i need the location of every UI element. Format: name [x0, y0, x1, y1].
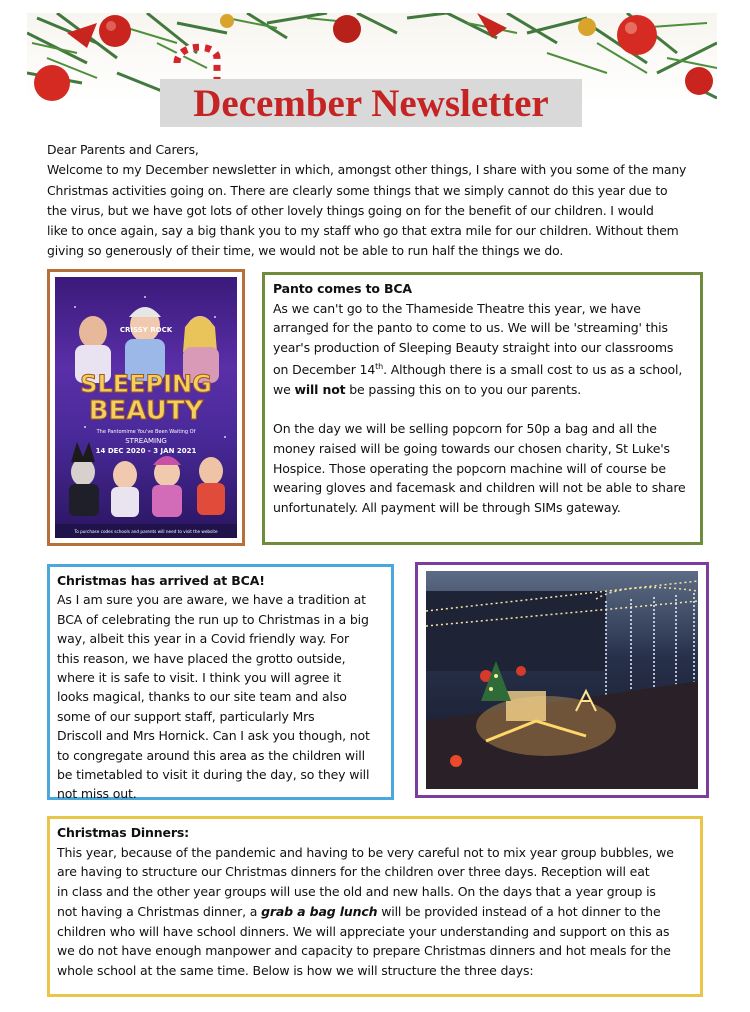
panto-line: Hospice. Those operating the popcorn machine will of course be [273, 460, 666, 476]
grotto-lights-image [426, 571, 698, 789]
poster-tagline: The Pantomime You've Been Waiting Of [96, 429, 196, 435]
panto-line: unfortunately. All payment will be through SIMs gateway. [273, 499, 621, 515]
paragraph-gap [273, 400, 692, 420]
christmas-line: looks magical, thanks to our site team and also [57, 689, 347, 705]
christmas-line: this reason, we have placed the grotto outside, [57, 650, 346, 666]
panto-poster-frame [47, 269, 245, 546]
poster-artwork [55, 277, 237, 538]
poster-streaming: STREAMING [125, 437, 167, 445]
dinners-line: children who will have school dinners. We will appreciate your understanding and support on this as [57, 923, 670, 939]
intro-line: giving so generously of their time, we would not be able to run half the things we do. [47, 243, 564, 259]
poster-title-line1: SLEEPING [80, 370, 212, 398]
intro-line: like to once again, say a big thank you to my staff who go that extra mile for our children. Without them [47, 223, 679, 239]
panto-line: As we can't go to the Thameside Theatre this year, we have [273, 300, 641, 316]
dinners-section [47, 816, 703, 997]
grotto-photo-frame [415, 562, 709, 798]
panto-line: On the day we will be selling popcorn for 50p a bag and all the [273, 421, 657, 437]
dinners-line: we do not have enough manpower and capacity to prepare Christmas dinners and hot meals for the [57, 943, 671, 959]
christmas-line: not miss out. [57, 786, 137, 802]
panto-line: on December 14th. Although there is a small cost to us as a school, [273, 362, 683, 378]
intro-line: the virus, but we have got lots of other lovely things going on for the benefit of our children. I would [47, 202, 654, 218]
dinners-line: are having to structure our Christmas dinners for the children over three days. Reception will eat [57, 864, 650, 880]
christmas-line: to congregate around this area as the children will [57, 747, 365, 763]
dinners-line: in class and the other year groups will use the old and new halls. On the days that a year group is [57, 884, 656, 900]
dinners-line: This year, because of the pandemic and having to be very careful not to mix year group bubbles, we [57, 844, 674, 860]
christmas-line: where it is safe to visit. I think you will agree it [57, 670, 342, 686]
poster-title-line2: BEAUTY [88, 396, 204, 426]
intro-letter [47, 140, 719, 262]
poster-dates: 14 DEC 2020 - 3 JAN 2021 [95, 447, 197, 455]
christmas-heading: Christmas has arrived at BCA! [57, 573, 265, 588]
intro-line: Welcome to my December newsletter in which, amongst other things, I share with you some of the many [47, 162, 687, 178]
panto-line: wearing gloves and facemask and children will not be able to share [273, 480, 686, 496]
panto-line: arranged for the panto to come to us. We will be 'streaming' this [273, 320, 668, 336]
christmas-section [47, 564, 394, 800]
panto-heading: Panto comes to BCA [273, 281, 412, 296]
panto-line: we will not be passing this on to you our parents. [273, 382, 582, 398]
dinners-heading: Christmas Dinners: [57, 825, 190, 840]
poster-footer: To purchase codes schools and parents will need to visit the website [74, 529, 218, 534]
christmas-line: As I am sure you are aware, we have a tradition at [57, 592, 366, 608]
intro-line: Christmas activities going on. There are clearly some things that we simply cannot do this year due to [47, 182, 668, 198]
poster-star-name: CRISSY ROCK [119, 326, 173, 334]
panto-section [262, 272, 703, 545]
christmas-line: way, albeit this year in a Covid friendly way. For [57, 631, 350, 647]
dinners-line: not having a Christmas dinner, a grab a bag lunch will be provided instead of a hot dinner to the [57, 903, 661, 919]
dinners-line: whole school at the same time. Below is how we will structure the three days: [57, 962, 534, 978]
christmas-line: BCA of celebrating the run up to Christmas in a big [57, 611, 369, 627]
sleeping-beauty-poster [55, 277, 237, 538]
title-banner [160, 79, 582, 127]
greeting: Dear Parents and Carers, [47, 142, 199, 157]
panto-line: money raised will be going towards our chosen charity, St Luke's [273, 440, 670, 456]
christmas-line: Driscoll and Mrs Hornick. Can I ask you though, not [57, 728, 370, 744]
newsletter-title: December Newsletter [193, 82, 549, 125]
christmas-line: be timetabled to visit it during the day, so they will [57, 767, 370, 783]
panto-line: year's production of Sleeping Beauty straight into our classrooms [273, 339, 674, 355]
grotto-photo [426, 571, 698, 789]
christmas-line: some of our support staff, particularly Mrs [57, 708, 315, 724]
